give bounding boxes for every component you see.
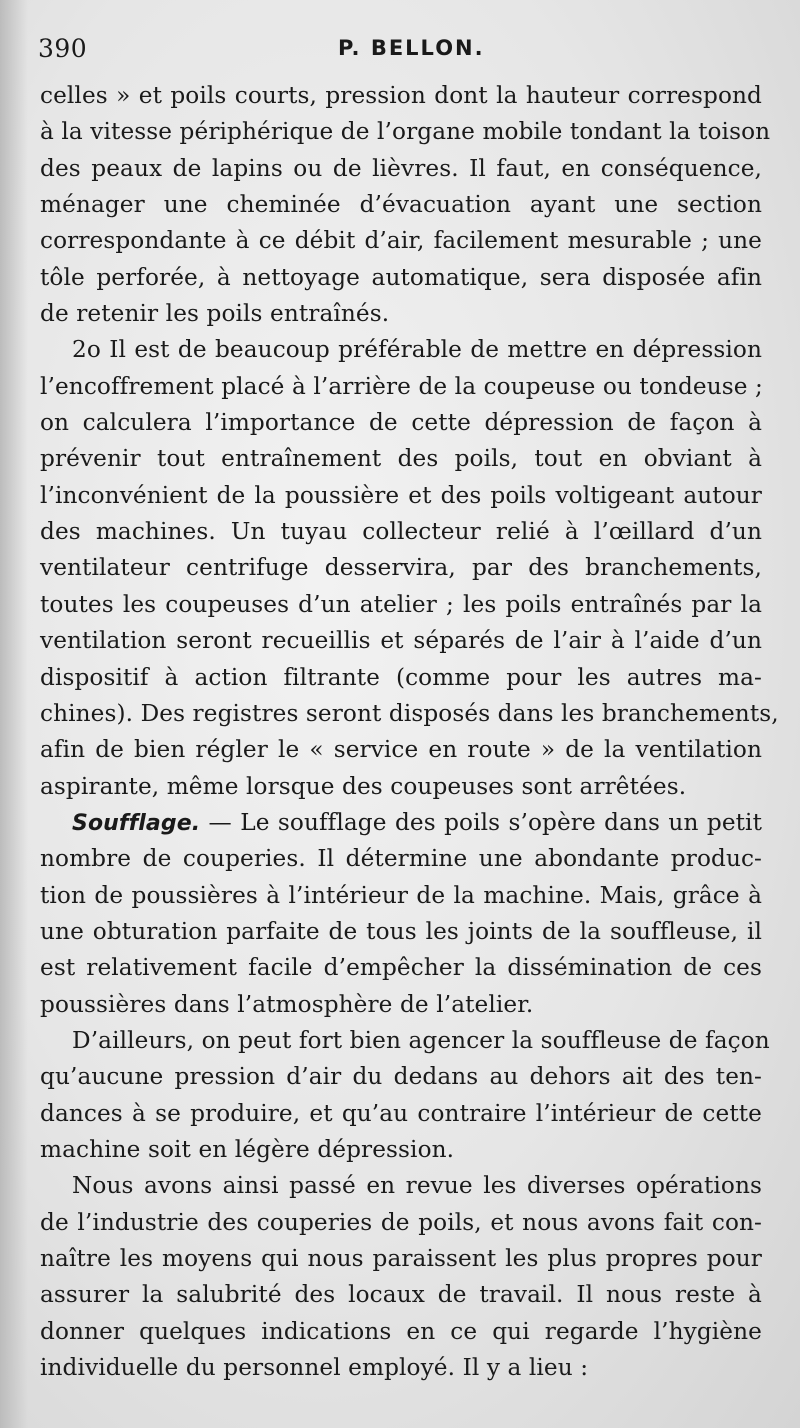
text-line: une obturation parfaite de tous les joints de la souffleuse, il	[40, 917, 762, 945]
text-line: des machines. Un tuyau collecteur relié à l’œillard d’un	[40, 518, 762, 546]
text-line: donner quelques indications en ce qui regarde l’hygiène	[40, 1317, 762, 1345]
text-line: afin de bien régler le « service en route » de la ventilation	[40, 736, 762, 764]
section-lead-line	[40, 805, 762, 841]
text-line: nombre de couperies. Il détermine une abondante produc-	[40, 845, 762, 873]
text-line: celles » et poils courts, pression dont la hauteur correspond	[40, 82, 762, 109]
text-line: naître les moyens qui nous paraissent les plus propres pour	[40, 1245, 762, 1272]
text-line: D’ailleurs, on peut fort bien agencer la souffleuse de façon	[72, 1026, 770, 1054]
text-line: l’encoffrement placé à l’arrière de la coupeuse ou tondeuse ;	[40, 372, 763, 400]
text-line: ventilation seront recueillis et séparés de l’air à l’aide d’un	[40, 627, 762, 655]
text-line: on calculera l’importance de cette dépression de façon à	[40, 409, 762, 437]
text-line: ventilateur centrifuge desservira, par des branchements,	[40, 554, 762, 582]
page-number: 390	[38, 34, 88, 63]
text-line: assurer la salubrité des locaux de travail. Il nous reste à	[40, 1281, 762, 1309]
text-line: machine soit en légère dépression.	[40, 1135, 455, 1163]
text-line: prévenir tout entraînement des poils, tout en obviant à	[40, 445, 762, 473]
text-line: poussières dans l’atmosphère de l’atelier.	[40, 990, 534, 1018]
text-line: tion de poussières à l’intérieur de la machine. Mais, grâce à	[40, 881, 762, 909]
page-edge-shadow	[0, 0, 28, 1428]
section-heading: Soufflage.	[72, 810, 201, 836]
running-head: P. BELLON.	[338, 36, 485, 60]
text-line: qu’aucune pression d’air du dedans au dehors ait des ten-	[40, 1063, 762, 1091]
text-line: à la vitesse périphérique de l’organe mobile tondant la toison	[40, 118, 771, 146]
text-line: de l’industrie des couperies de poils, et nous avons fait con-	[40, 1208, 762, 1236]
text-line: l’inconvénient de la poussière et des poils voltigeant autour	[40, 481, 762, 509]
body-text	[40, 78, 779, 1386]
text-line: individuelle du personnel employé. Il y a lieu :	[40, 1354, 589, 1382]
text-line: tôle perforée, à nettoyage automatique, sera disposée afin	[40, 263, 762, 291]
text-line: 2o Il est de beaucoup préférable de mettre en dépression	[72, 336, 762, 364]
text-line-rest: — Le soufflage des poils s’opère dans un petit	[200, 808, 762, 836]
text-line: Nous avons ainsi passé en revue les diverses opérations	[72, 1172, 762, 1200]
text-line: dispositif à action filtrante (comme pour les autres ma-	[40, 663, 762, 691]
text-line: ménager une cheminée d’évacuation ayant une section	[40, 191, 762, 219]
text-line: correspondante à ce débit d’air, facilement mesurable ; une	[40, 227, 762, 255]
page-header	[38, 34, 760, 74]
text-line: dances à se produire, et qu’au contraire l’intérieur de cette	[40, 1099, 762, 1127]
text-line: toutes les coupeuses d’un atelier ; les poils entraînés par la	[40, 590, 762, 618]
text-line: aspirante, même lorsque des coupeuses sont arrêtées.	[40, 772, 687, 800]
text-line: de retenir les poils entraînés.	[40, 300, 390, 328]
text-line: des peaux de lapins ou de lièvres. Il faut, en conséquence,	[40, 154, 762, 182]
text-line: chines). Des registres seront disposés dans les branchements,	[40, 699, 779, 727]
text-line: est relativement facile d’empêcher la dissémination de ces	[40, 954, 762, 982]
